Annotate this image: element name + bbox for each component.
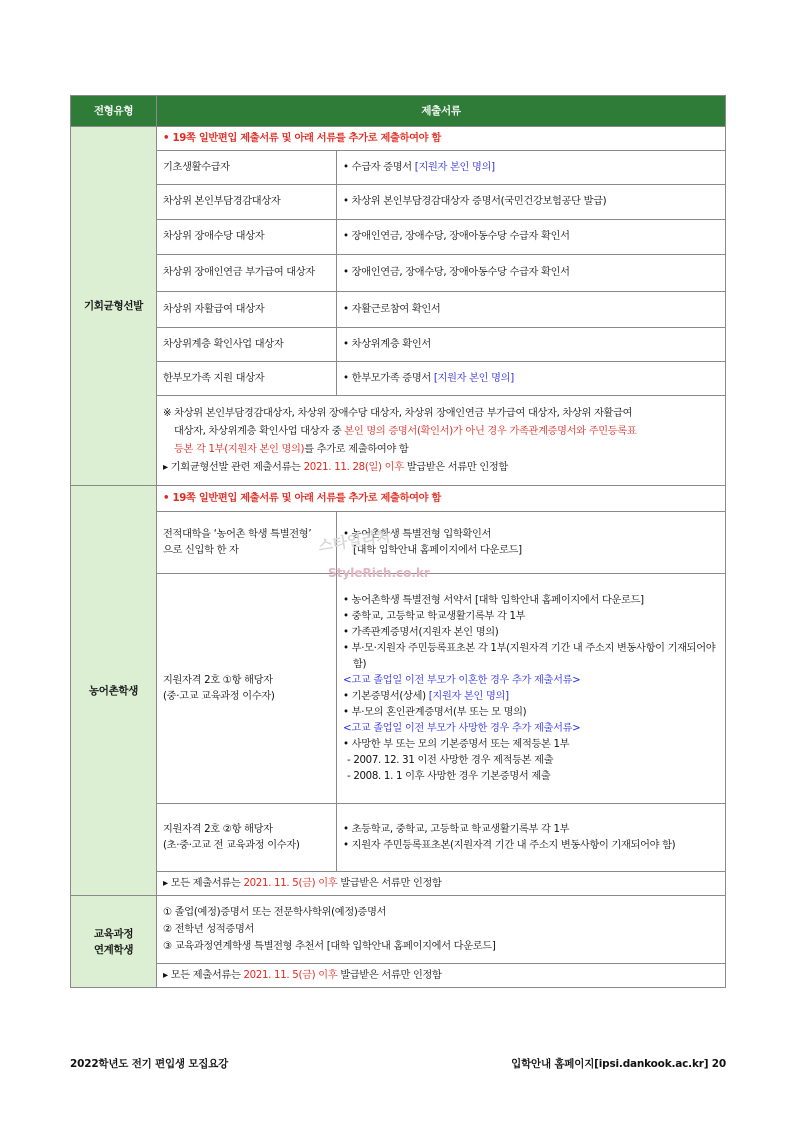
doc-item: • 지원자 주민등록표초본(지원자격 기간 내 주소지 변동사항이 기재되어야 함) <box>343 838 719 854</box>
row-label: 차상위 자활급여 대상자 <box>157 292 337 328</box>
row-label: 전적대학을 ‘농어촌 학생 특별전형’ 으로 신입학 한 자 <box>157 512 337 574</box>
doc-item: • 중학교, 고등학교 학교생활기록부 각 1부 <box>343 609 719 625</box>
doc-item: • 기본증명서(상세) [지원자 본인 명의] <box>343 689 719 705</box>
row-doc: • 장애인연금, 장애수당, 장애아동수당 수급자 확인서 <box>337 220 726 255</box>
table-row <box>71 220 726 255</box>
doc-heading: <고교 졸업일 이전 부모가 사망한 경우 추가 제출서류> <box>343 722 581 734</box>
sec1-instruction: • 19쪽 일반편입 제출서류 및 아래 서류를 추가로 제출하여야 함 <box>157 127 726 151</box>
watermark-url: StyleRich.co.kr <box>328 566 430 580</box>
category-curriculum: 교육과정 연계학생 <box>71 896 157 988</box>
doc-subitem: - 2008. 1. 1 이후 사망한 경우 기본증명서 제출 <box>347 770 551 782</box>
doc-item: • 초등학교, 중학교, 고등학교 학교생활기록부 각 1부 <box>343 822 719 838</box>
header-type: 전형유형 <box>71 96 157 127</box>
row-doc <box>337 804 726 872</box>
row-label: 지원자격 2호 ②항 해당자 (초·중·고교 전 교육과정 이수자) <box>157 804 337 872</box>
table-row <box>71 255 726 292</box>
header-docs: 제출서류 <box>157 96 726 127</box>
doc-heading: <고교 졸업일 이전 부모가 이혼한 경우 추가 제출서류> <box>343 674 581 686</box>
doc-item: • 부·모의 혼인관계증명서(부 또는 모 명의) <box>343 705 719 721</box>
row-label: 차상위 장애수당 대상자 <box>157 220 337 255</box>
row-label: 지원자격 2호 ①항 해당자 (중·고교 교육과정 이수자) <box>157 574 337 804</box>
table-row <box>71 185 726 220</box>
table-row <box>71 512 726 574</box>
doc-item: ③ 교육과정연계학생 특별전형 추천서 [대학 입학안내 홈페이지에서 다운로드] <box>163 941 496 952</box>
table-row <box>71 574 726 804</box>
doc-item: • 농어촌학생 특별전형 서약서 [대학 입학안내 홈페이지에서 다운로드] <box>343 593 719 609</box>
note-line: 대상자, 차상위계층 확인사업 대상자 중 본인 명의 증명서(확인서)가 아닌 경우 가족관계증명서와 주민등록표 <box>174 425 637 437</box>
row-doc: • 수급자 증명서 [지원자 본인 명의] <box>337 151 726 185</box>
note-line: ※ 차상위 본인부담경감대상자, 차상위 장애수당 대상자, 차상위 장애인연금 부가급여 대상자, 차상위 자활급여 <box>163 407 633 419</box>
doc-subitem: - 2007. 12. 31 이전 사망한 경우 제적등본 제출 <box>347 754 554 766</box>
footer-homepage: 입학안내 홈페이지[ipsi.dankook.ac.kr] 20 <box>511 1058 726 1070</box>
row-doc: • 장애인연금, 장애수당, 장애아동수당 수급자 확인서 <box>337 255 726 292</box>
note-line: 등본 각 1부(지원자 본인 명의)를 추가로 제출하여야 함 <box>174 443 409 455</box>
sec2-instruction: • 19쪽 일반편입 제출서류 및 아래 서류를 추가로 제출하여야 함 <box>157 486 726 512</box>
row-doc: • 농어촌학생 특별전형 입학확인서 [대학 입학안내 홈페이지에서 다운로드] <box>337 512 726 574</box>
category-rural: 농어촌학생 <box>71 486 157 896</box>
row-label: 차상위 본인부담경감대상자 <box>157 185 337 220</box>
doc-item: • 부·모·지원자 주민등록표초본 각 1부(지원자격 기간 내 주소지 변동사항이 기재되어야 함) <box>343 641 719 673</box>
date-note: ▸ 모든 제출서류는 2021. 11. 5(금) 이후 발급받은 서류만 인정함 <box>157 872 726 896</box>
table-header <box>71 96 726 127</box>
date-note: ▸ 기회균형선발 관련 제출서류는 2021. 11. 28(일) 이후 발급받은 서류만 인정함 <box>163 459 719 477</box>
row-label: 차상위 장애인연금 부가급여 대상자 <box>157 255 337 292</box>
category-opportunity: 기회균형선발 <box>71 127 157 486</box>
row-label: 차상위계층 확인사업 대상자 <box>157 328 337 362</box>
row-label: 한부모가족 지원 대상자 <box>157 362 337 396</box>
row-doc: • 자활근로참여 확인서 <box>337 292 726 328</box>
row-doc: • 차상위 본인부담경감대상자 증명서(국민건강보험공단 발급) <box>337 185 726 220</box>
doc-item: • 가족관계증명서(지원자 본인 명의) <box>343 625 719 641</box>
doc-item: • 사망한 부 또는 모의 기본증명서 또는 제적등본 1부 <box>343 737 719 753</box>
doc-item: ① 졸업(예정)증명서 또는 전문학사학위(예정)증명서 <box>163 907 387 918</box>
table-row <box>71 362 726 396</box>
doc-item: ② 전학년 성적증명서 <box>163 924 255 935</box>
table-row <box>71 328 726 362</box>
row-label: 기초생활수급자 <box>157 151 337 185</box>
row-doc: • 차상위계층 확인서 <box>337 328 726 362</box>
watermark-logo: 스타일리치 <box>317 527 392 555</box>
table-row <box>71 804 726 872</box>
sec1-notes <box>157 396 726 486</box>
table-row <box>71 292 726 328</box>
document-table <box>70 95 726 988</box>
date-note: ▸ 모든 제출서류는 2021. 11. 5(금) 이후 발급받은 서류만 인정함 <box>157 964 726 988</box>
sec3-docs <box>157 896 726 964</box>
footer-title: 2022학년도 전기 편입생 모집요강 <box>70 1058 229 1070</box>
table-row <box>71 151 726 185</box>
row-doc <box>337 574 726 804</box>
row-doc: • 한부모가족 증명서 [지원자 본인 명의] <box>337 362 726 396</box>
